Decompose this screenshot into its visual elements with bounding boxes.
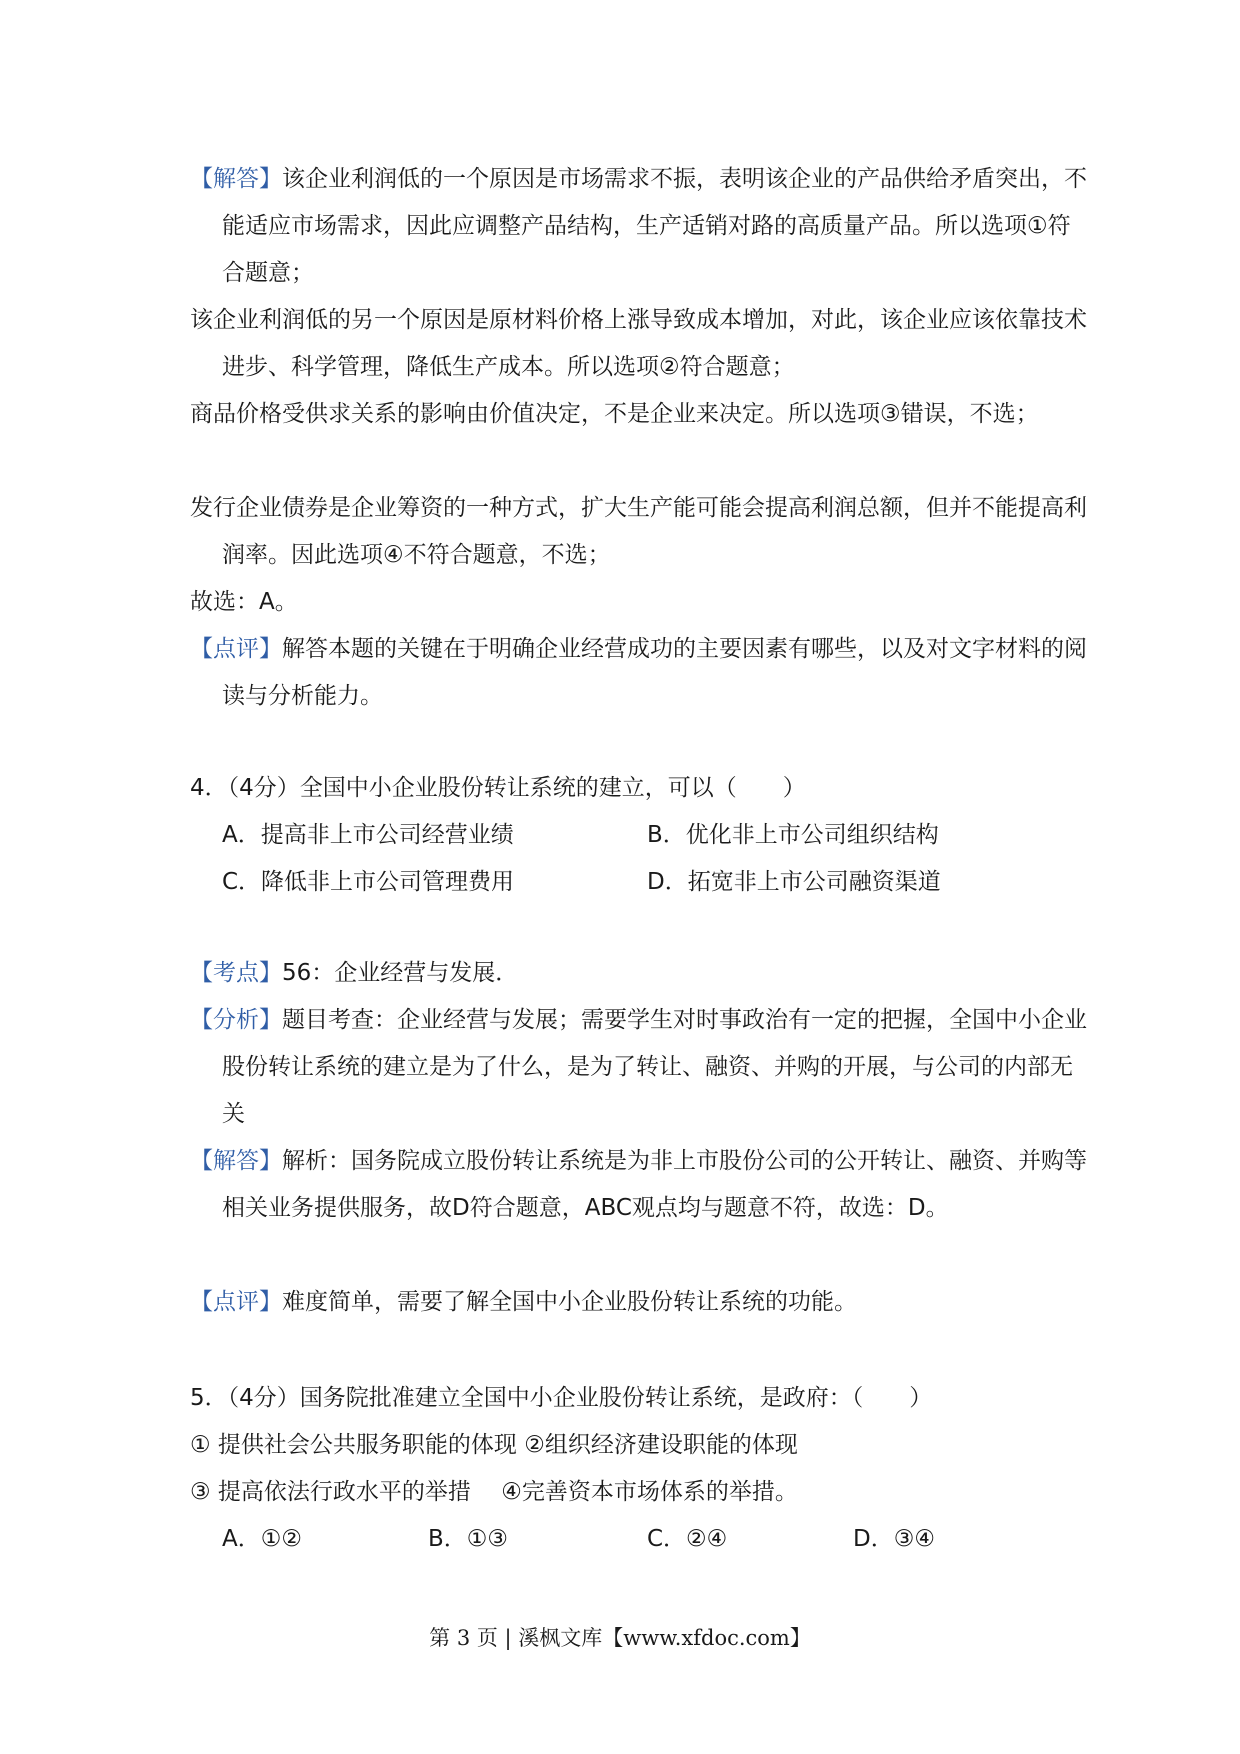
dianping-text: 解答本题的关键在于明确企业经营成功的主要因素有哪些，以及对文字材料的阅读与分析能力。 <box>222 636 1087 709</box>
q5-stem: 5．（4分）国务院批准建立全国中小企业股份转让系统，是政府：（ ） <box>190 1385 933 1411</box>
jieda-tag: 【解答】 <box>190 1148 282 1174</box>
page-footer: 第 3 页 | 溪枫文库【www.xfdoc.com】 <box>429 1626 811 1650</box>
q4-fenxi-paragraph <box>190 997 1092 1138</box>
fenxi-tag: 【分析】 <box>190 1007 282 1033</box>
q4-option-b: B．优化非上市公司组织结构 <box>647 822 939 848</box>
dianping-tag: 【点评】 <box>190 636 282 662</box>
q4-kaodian-paragraph <box>190 950 1092 997</box>
q4-jieda-paragraph <box>190 1138 1092 1232</box>
q3-analysis-line-3: 商品价格受供求关系的影响由价值决定，不是企业来决定。所以选项③错误，不选； <box>190 401 1039 427</box>
kaodian-text: 56：企业经营与发展． <box>282 960 519 986</box>
fenxi-text: 题目考查：企业经营与发展；需要学生对时事政治有一定的把握，全国中小企业股份转让系统的建立是为了什么，是为了转让、融资、并购的开展，与公司的内部无关 <box>222 1007 1087 1127</box>
q4-option-d: D．拓宽非上市公司融资渠道 <box>647 869 941 895</box>
jieda-tag: 【解答】 <box>190 166 282 192</box>
dianping-tag: 【点评】 <box>190 1289 282 1315</box>
q5-option-a: A．①② <box>222 1526 302 1552</box>
dianping-text: 难度简单，需要了解全国中小企业股份转让系统的功能。 <box>282 1289 857 1315</box>
jieda-text: 解析：国务院成立股份转让系统是为非上市股份公司的公开转让、融资、并购等相关业务提供服务，故D符合题意，ABC观点均与题意不符，故选：D。 <box>222 1148 1087 1221</box>
q4-dianping-paragraph <box>190 1279 1092 1326</box>
jieda-text: 该企业利润低的一个原因是市场需求不振，表明该企业的产品供给矛盾突出，不能适应市场需求，因此应调整产品结构，生产适销对路的高质量产品。所以选项①符合题意； <box>222 166 1087 286</box>
q3-jieda-paragraph <box>190 156 1092 297</box>
q5-option-d: D．③④ <box>853 1526 935 1552</box>
q3-analysis-line-4: 发行企业债券是企业筹资的一种方式，扩大生产能可能会提高利润总额，但并不能提高利润率。因此选项④不符合题意，不选； <box>190 495 1087 568</box>
q3-answer: 故选：A。 <box>190 589 298 615</box>
q4-option-a: A．提高非上市公司经营业绩 <box>222 822 514 848</box>
q4-stem: 4．（4分）全国中小企业股份转让系统的建立，可以（ ） <box>190 775 806 801</box>
q5-items-line-2: ③ 提高依法行政水平的举措 ④完善资本市场体系的举措。 <box>190 1479 798 1505</box>
q4-option-c: C．降低非上市公司管理费用 <box>222 869 515 895</box>
q5-option-b: B．①③ <box>428 1526 509 1552</box>
q3-analysis-line-2: 该企业利润低的另一个原因是原材料价格上涨导致成本增加，对此，该企业应该依靠技术进步、科学管理，降低生产成本。所以选项②符合题意； <box>190 307 1087 380</box>
q5-items-line-1: ① 提供社会公共服务职能的体现 ②组织经济建设职能的体现 <box>190 1432 798 1458</box>
q5-option-c: C．②④ <box>647 1526 728 1552</box>
kaodian-tag: 【考点】 <box>190 960 282 986</box>
q3-dianping-paragraph <box>190 626 1092 720</box>
